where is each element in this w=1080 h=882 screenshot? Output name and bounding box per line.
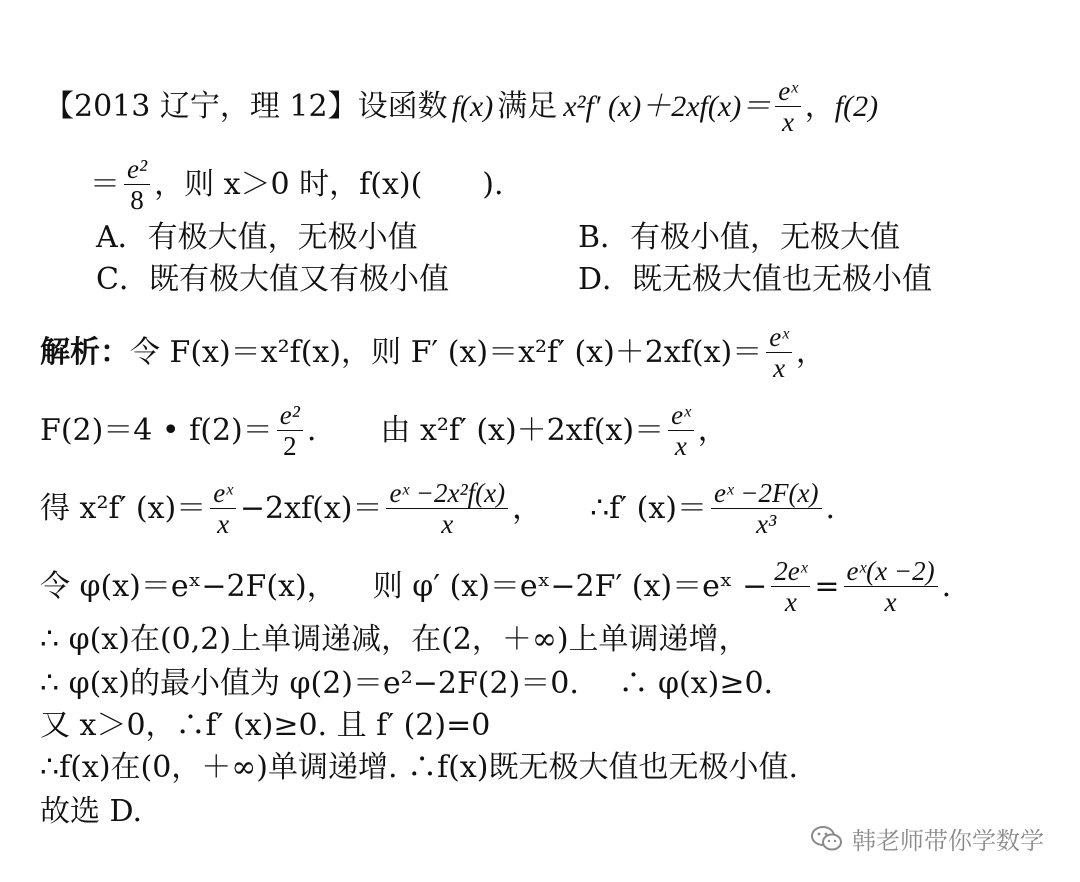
fraction: $\frac{\text{2eˣ}}{x}$	[771, 556, 810, 617]
fraction: $\frac{\text{eˣ(x −2)}}{x}$	[844, 556, 938, 617]
watermark-text: 韩老师带你学数学	[852, 827, 1044, 855]
fraction: $\frac{\text{e²}}{2}$	[277, 400, 303, 461]
solution-line-3: 得 x²f′ (x)＝ $\frac{\text{eˣ}}{x}$ −2xf(x)＝ $\frac{\text{eˣ −2x²f(x)}}{x}$ ， ∴f′ (x)＝ $\frac{\text{eˣ −2F(x)}}{\text{x³}}$ .	[40, 478, 836, 539]
wechat-icon	[810, 825, 844, 853]
problem-intro: 设函数	[357, 88, 448, 124]
fraction: $\frac{\text{eˣ −2F(x)}}{\text{x³}}$	[711, 478, 822, 539]
fraction: $\frac{\text{eˣ}}{x}$	[668, 400, 694, 461]
equals-sign: ＝	[90, 166, 120, 202]
condition-lhs: x²f′ (x)＋2xf(x)＝	[563, 89, 772, 123]
comma: ，	[804, 88, 835, 124]
solution-line-2: F(2)＝4 • f(2)＝ $\frac{\text{e²}}{2}$ . 由 x²f′ (x)＋2xf(x)＝ $\frac{\text{eˣ}}{x}$ ，	[40, 400, 728, 461]
solution-line-5: ∴ φ(x)在(0,2)上单调递减，在(2，＋∞)上单调递增，	[40, 622, 749, 657]
solution-line-9: 故选 D.	[40, 794, 143, 829]
problem-line-2	[90, 154, 504, 215]
fraction-e2-over-8: $\frac{\text{e²}}{8}$	[124, 154, 150, 215]
function-name: f(x)	[451, 89, 494, 123]
fraction: $\frac{\text{eˣ}}{x}$	[766, 322, 792, 383]
solution-line-7: 又 x＞0，∴f′ (x)≥0. 且 f′ (2)=0	[40, 708, 491, 743]
option-a: A．有极大值，无极小值	[96, 220, 418, 255]
solution-line-4: 令 φ(x)＝eˣ−2F(x)， 则 φ′ (x)＝eˣ−2F′ (x)＝eˣ − $\frac{\text{2eˣ}}{x}$ = $\frac{\text{eˣ(x −2)}}{x}$ .	[40, 556, 952, 617]
fraction-ex-over-x: $\frac{\text{eˣ}}{x}$	[775, 76, 801, 137]
option-b: B．有极小值，无极大值	[578, 220, 901, 255]
problem-tail: ，则 x＞0 时，f(x)( ).	[154, 166, 504, 202]
fraction: $\frac{\text{eˣ −2x²f(x)}}{x}$	[386, 478, 508, 539]
problem-source: 【2013 辽宁，理 12】	[44, 88, 358, 124]
solution-line-6: ∴ φ(x)的最小值为 φ(2)＝e²−2F(2)＝0. ∴ φ(x)≥0.	[40, 666, 774, 701]
condition-word: 满足	[497, 88, 558, 124]
fraction: $\frac{\text{eˣ}}{x}$	[210, 478, 236, 539]
watermark	[810, 821, 1044, 856]
option-c: C．既有极大值又有极小值	[96, 262, 449, 297]
problem-line-1	[44, 76, 878, 137]
solution-label: 解析：	[40, 334, 130, 370]
solution-line-8: ∴f(x)在(0，＋∞)单调递增. ∴f(x)既无极大值也无极小值.	[40, 750, 799, 785]
solution-line-1: 解析： 令 F(x)＝x²f(x)，则 F′ (x)＝x²f′ (x)＋2xf(x)＝ $\frac{\text{eˣ}}{x}$ ，	[40, 322, 826, 383]
f-of-2: f(2)	[834, 89, 879, 123]
option-d: D．既无极大值也无极小值	[578, 262, 933, 297]
